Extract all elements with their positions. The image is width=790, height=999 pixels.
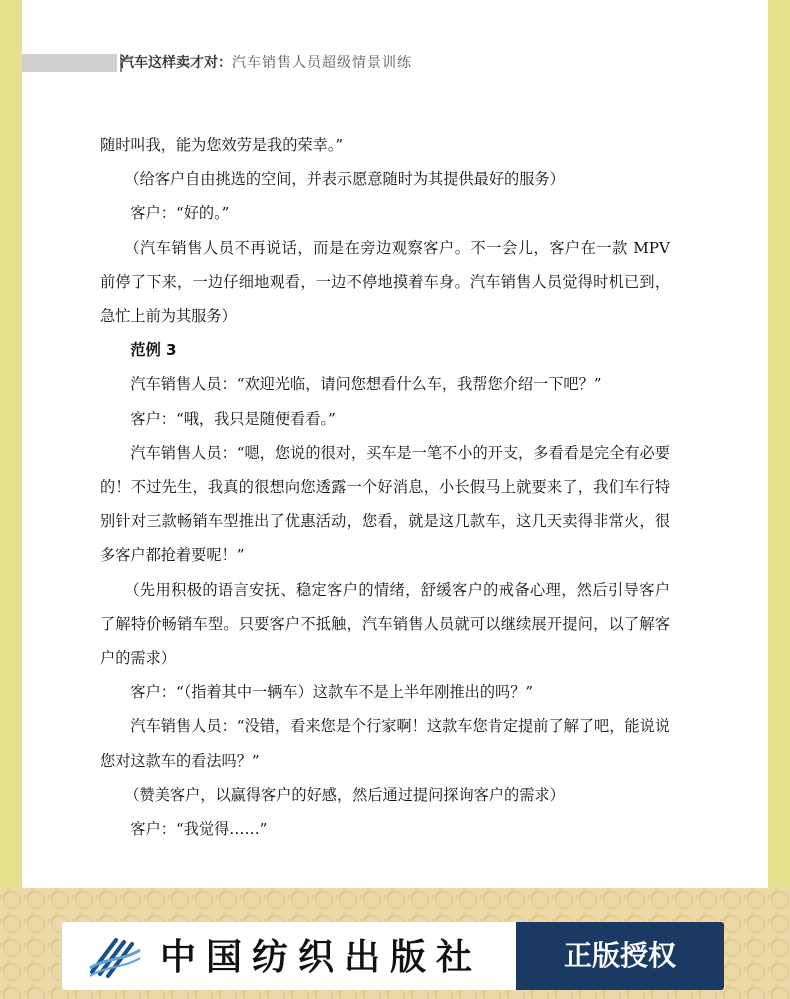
book-title: 汽车这样卖才对： [120, 55, 232, 71]
authorization-label: 正版授权 [563, 939, 676, 972]
paragraph-dialogue: 客户：“（指着其中一辆车）这款车不是上半年刚推出的吗？” [130, 683, 534, 702]
section-heading: 范例 3 [130, 341, 177, 360]
paragraph-dialogue: 汽车销售人员：“嗯，您说的很对，买车是一笔不小的开支，多看看是完全有必要的！不过先生，我真的很想向您透露一个好消息，小长假马上就要来了，我们车行特别针对三款畅销车型推出了优惠活动，您看，就是这几款车，这几天卖得非常火，很多客户都抢着要呢！” [100, 443, 670, 565]
paragraph-dialogue: 客户：“我觉得……” [130, 820, 268, 839]
paragraph-note: （赞美客户，以赢得客户的好感，然后通过提问探询客户的需求） [124, 785, 565, 804]
running-header [22, 52, 768, 74]
paragraph-dialogue: 客户：“好的。” [130, 204, 230, 223]
paragraph-dialogue: 汽车销售人员：“欢迎光临，请问您想看什么车，我帮您介绍一下吧？” [130, 375, 602, 394]
book-subtitle: 汽车销售人员超级情景训练 [232, 55, 412, 71]
paragraph-dialogue: 客户：“哦，我只是随便看看。” [130, 409, 336, 428]
header-title [120, 52, 412, 74]
paragraph-dialogue: 汽车销售人员：“没错，看来您是个行家啊！这款车您肯定提前了解了吧，能说说您对这款车的看法吗？” [100, 717, 670, 770]
header-gray-bar [22, 54, 117, 72]
authorization-badge [516, 922, 724, 990]
paragraph-note: （给客户自由挑选的空间，并表示愿意随时为其提供最好的服务） [124, 170, 565, 189]
paragraph-note: （先用积极的语言安抚、稳定客户的情绪，舒缓客户的戒备心理，然后引导客户了解特价畅销车型。只要客户不抵触，汽车销售人员就可以继续展开提问，以了解客户的需求） [100, 580, 670, 668]
page-body [100, 128, 670, 846]
publisher-logo-icon [86, 928, 142, 984]
paragraph-note: （汽车销售人员不再说话，而是在旁边观察客户。不一会儿，客户在一款 MPV 前停了下来，一边仔细地观看，一边不停地摸着车身。汽车销售人员觉得时机已到，急忙上前为其服务） [100, 238, 670, 326]
paragraph: 随时叫我，能为您效劳是我的荣幸。” [100, 136, 344, 154]
publisher-name: 中国纺织出版社 [160, 936, 483, 978]
